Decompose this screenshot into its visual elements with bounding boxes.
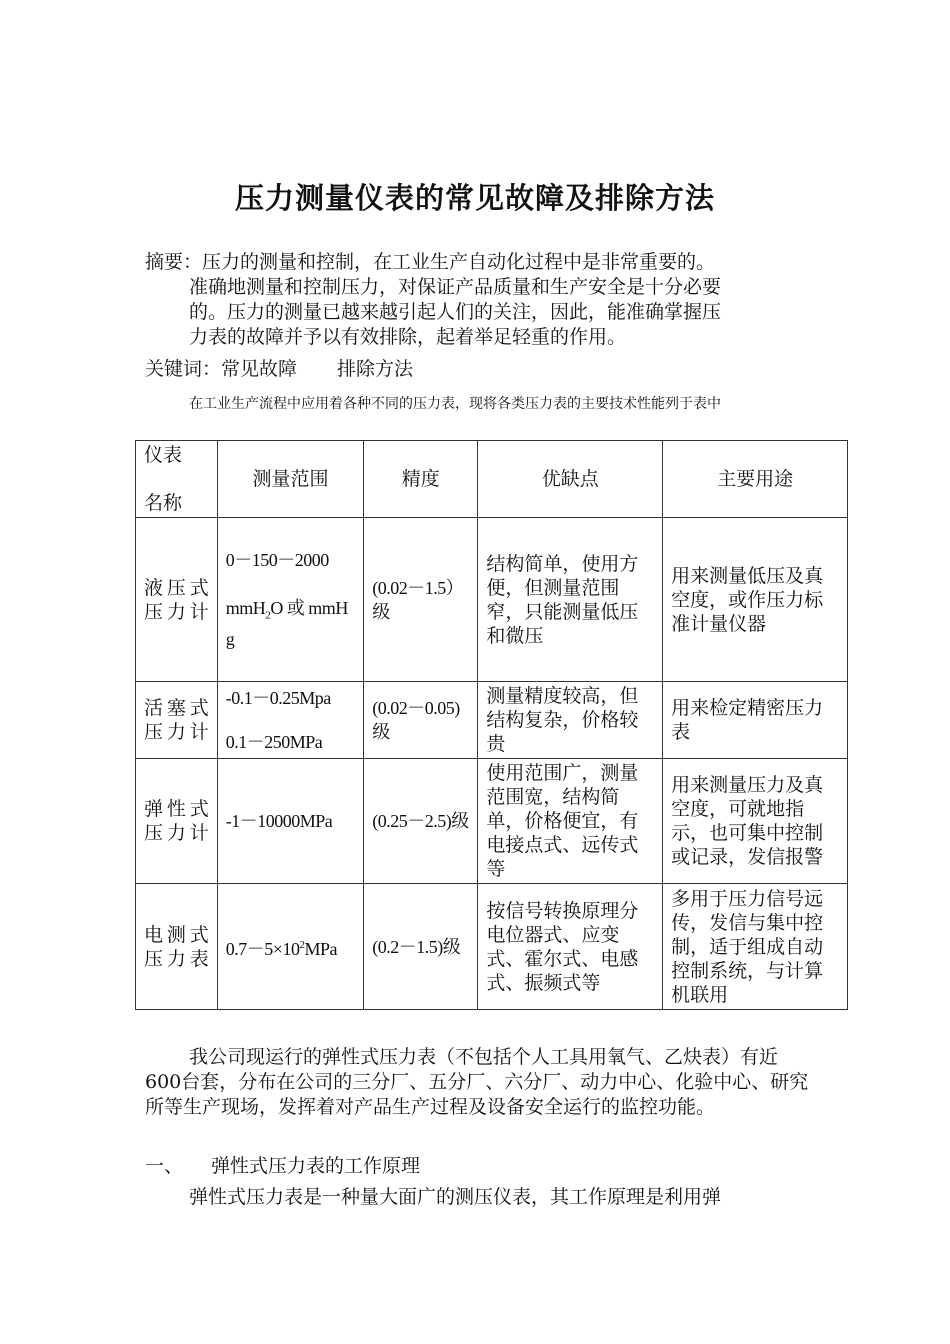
row1-accuracy: (0.02－1.5）级	[364, 518, 478, 682]
abstract-line-4: 力表的故障并予以有效排除，起着举足轻重的作用。	[189, 326, 627, 348]
row3-usage: 用来测量压力及真空度，可就地指示，也可集中控制或记录，发信报警	[663, 759, 848, 884]
row3-pros-cons: 使用范围广，测量范围宽，结构简单，价格便宜，有电接点式、远传式等	[478, 759, 663, 884]
header-range: 测量范围	[217, 441, 363, 518]
row4-accuracy: (0.2－1.5)级	[364, 884, 478, 1010]
header-usage: 主要用途	[663, 441, 848, 518]
row4-range-pre: 0.7－5×10	[225, 938, 300, 959]
row1-range-unit-pre: mmH	[225, 597, 266, 618]
row2-accuracy: (0.02－0.05)级	[364, 682, 478, 759]
table-row	[136, 759, 848, 884]
body-paragraph-2: 弹性式压力表是一种量大面广的测压仪表，其工作原理是利用弹	[189, 1186, 722, 1208]
table-row	[136, 884, 848, 1010]
row4-range	[217, 884, 363, 1010]
section-heading-1	[145, 1152, 420, 1180]
header-name-line1: 仪表	[144, 444, 183, 466]
row1-range-unit-post: O 或 mmHg	[225, 597, 348, 650]
header-accuracy: 精度	[364, 441, 478, 518]
row3-range: -1－10000MPa	[217, 759, 363, 884]
abstract-label: 摘要：	[145, 251, 203, 273]
row1-range-unit-sub: 2	[265, 609, 271, 622]
row2-name: 活塞式压力计	[136, 682, 218, 759]
row4-pros-cons: 按信号转换原理分电位器式、应变式、霍尔式、电感式、振频式等	[478, 884, 663, 1010]
header-name-line2: 名称	[144, 492, 183, 514]
row1-name: 液压式压力计	[136, 518, 218, 682]
row2-usage: 用来检定精密压力表	[663, 682, 848, 759]
row2-range-line2: 0.1－250MPa	[225, 732, 323, 752]
table-row	[136, 682, 848, 759]
keywords-label: 关键词：	[145, 358, 222, 380]
table-intro-note: 在工业生产流程中应用着各种不同的压力表，现将各类压力表的主要技术性能列于表中	[189, 396, 721, 412]
keyword-1: 常见故障	[221, 358, 298, 380]
document-title: 压力测量仪表的常见故障及排除方法	[234, 181, 715, 215]
keyword-2: 排除方法	[337, 358, 414, 380]
table-header-row	[136, 441, 848, 518]
abstract-line-3: 的。压力的测量已越来越引起人们的关注，因此，能准确掌握压	[189, 301, 722, 323]
abstract	[145, 250, 813, 350]
row3-accuracy: (0.25－2.5)级	[364, 759, 478, 884]
row1-range-line1: 0－150－2000	[225, 549, 329, 570]
row4-range-sup: 2	[299, 938, 305, 951]
body-paragraph-1: 我公司现运行的弹性式压力表（不包括个人工具用氧气、乙炔表）有近600台套，分布在公司的三分厂、五分厂、六分厂、动力中心、化验中心、研究所等生产现场，发挥着对产品生产过程及设备安全运行的监控功能。	[145, 1046, 809, 1118]
row1-usage: 用来测量低压及真空度，或作压力标准计量仪器	[663, 518, 848, 682]
keywords	[145, 355, 453, 383]
abstract-line-1: 压力的测量和控制，在工业生产自动化过程中是非常重要的。	[202, 251, 716, 273]
row1-range-line2	[226, 596, 355, 652]
row1-range	[217, 518, 363, 682]
section-title: 弹性式压力表的工作原理	[211, 1155, 421, 1177]
header-pros-cons: 优缺点	[478, 441, 663, 518]
row2-range-line1: -0.1－0.25Mpa	[225, 688, 331, 708]
row3-name: 弹性式压力计	[136, 759, 218, 884]
row2-range	[217, 682, 363, 759]
row4-name: 电测式压力表	[136, 884, 218, 1010]
header-name	[136, 441, 218, 518]
row4-usage: 多用于压力信号远传，发信与集中控制，适于组成自动控制系统，与计算机联用	[663, 884, 848, 1010]
abstract-line-2: 准确地测量和控制压力，对保证产品质量和生产安全是十分必要	[189, 276, 722, 298]
row4-range-post: MPa	[304, 938, 337, 959]
section-number: 一、	[145, 1155, 184, 1177]
row2-pros-cons: 测量精度较高，但结构复杂，价格较贵	[478, 682, 663, 759]
pressure-gauge-table	[135, 440, 848, 1010]
row1-pros-cons: 结构简单，使用方便，但测量范围窄，只能测量低压和微压	[478, 518, 663, 682]
table-row	[136, 518, 848, 682]
